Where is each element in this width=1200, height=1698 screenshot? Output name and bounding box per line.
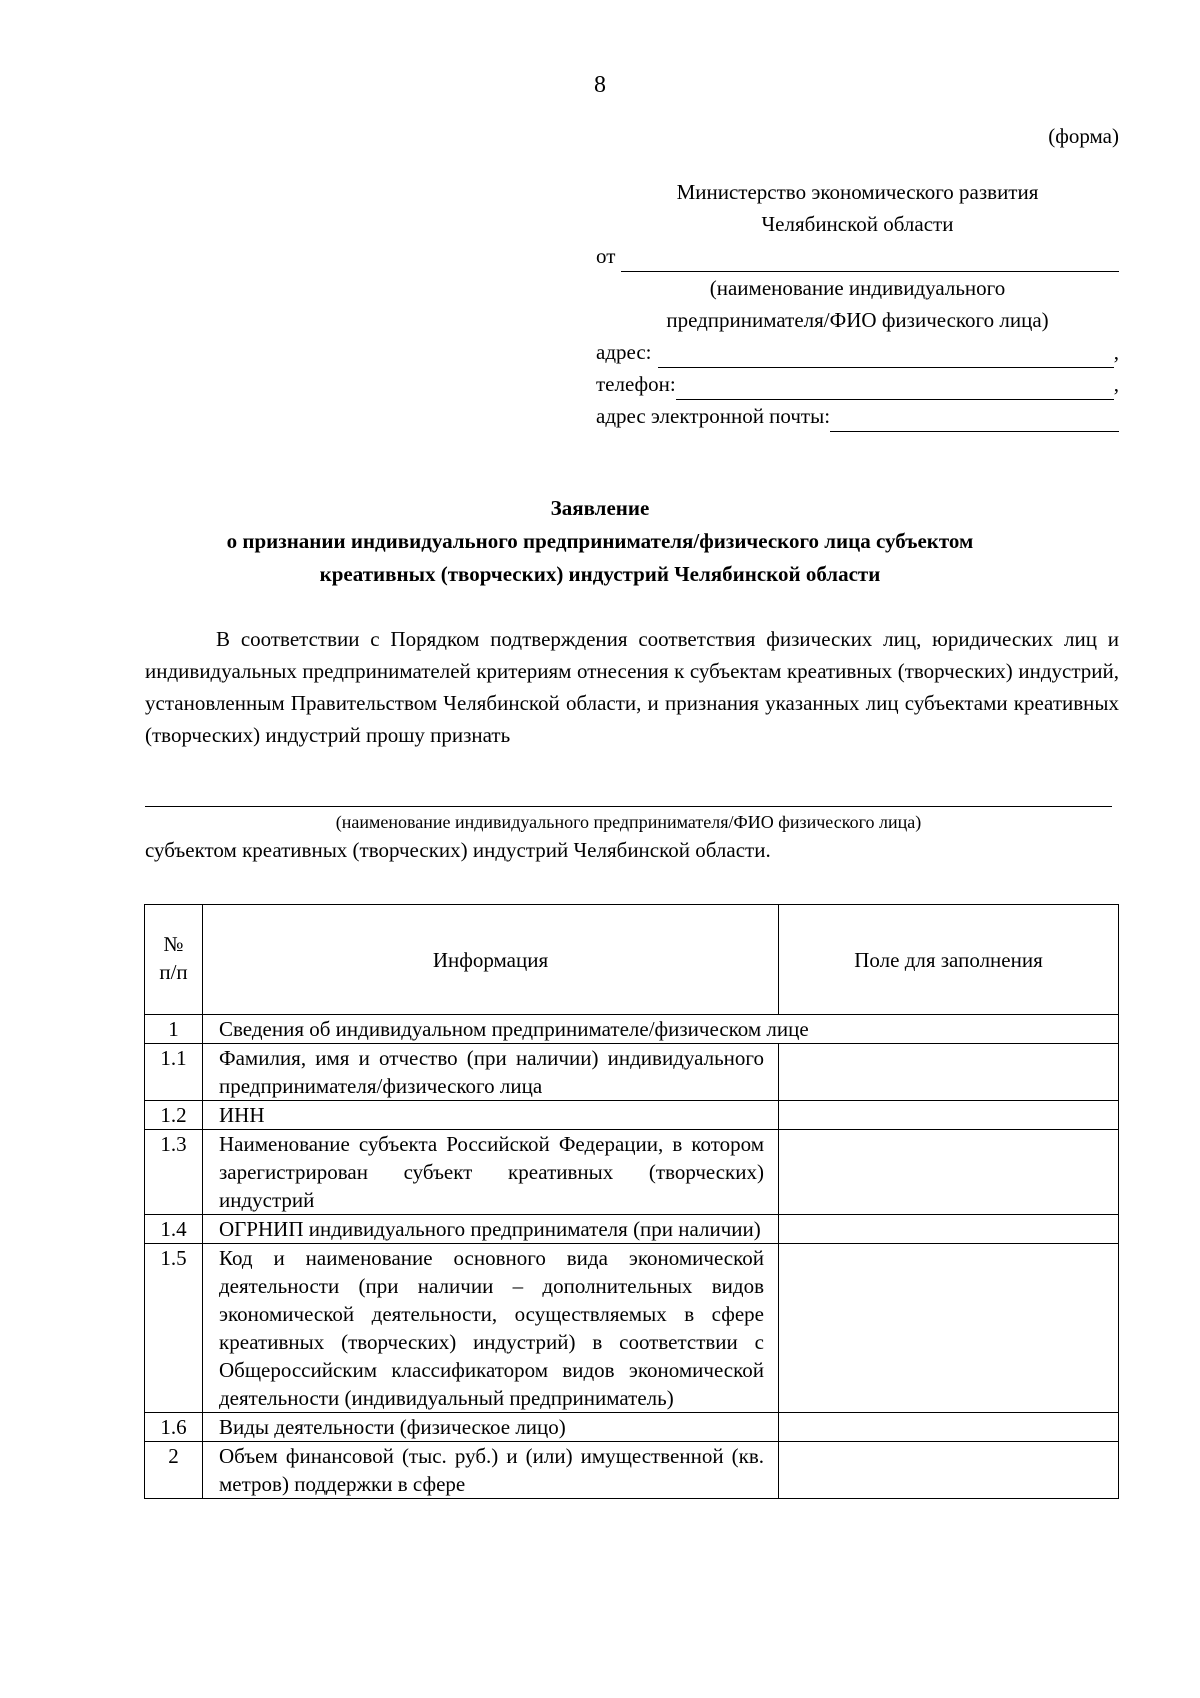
table-row — [145, 1044, 1119, 1101]
address-fill-line[interactable] — [658, 342, 1114, 368]
from-fill-line[interactable] — [621, 246, 1119, 272]
row-fill-cell[interactable] — [779, 1442, 1119, 1499]
subject-line: субъектом креативных (творческих) индустрий Челябинской области. — [145, 838, 771, 862]
header-num-symbol: № — [163, 932, 184, 956]
email-row — [596, 400, 1119, 432]
row-fill-cell[interactable] — [779, 1101, 1119, 1130]
document-title — [0, 492, 1200, 591]
row-info-text: Код и наименование основного вида экономической деятельности (при наличии – дополнительных видов экономической деятельности, осуществляемых в сфере креативных (творческих) индустрий) в соответствии с Общероссийским классификатором видов экономической деятельности (индивидуальный предприниматель) — [219, 1246, 764, 1410]
body-paragraph: В соответствии с Порядком подтверждения соответствия физических лиц, юридических лиц и индивидуальных предпринимателей критериям отнесения к субъектам креативных (творческих) индустрий, установленным Правительством Челябинской области, и признания указанных лиц субъектами креативных (творческих) индустрий прошу признать — [145, 627, 1119, 747]
addressee-block — [596, 176, 1119, 432]
row-info-text: ОГРНИП индивидуального предпринимателя (при наличии) — [219, 1217, 761, 1241]
table-header-row — [145, 905, 1119, 1015]
ministry-line-2: Челябинской области — [761, 212, 954, 236]
row-info — [203, 1244, 779, 1413]
address-comma: , — [1113, 340, 1119, 364]
title-line-2: о признании индивидуального предпринимателя/физического лица субъектом — [226, 529, 974, 553]
row-fill-cell[interactable] — [779, 1413, 1119, 1442]
row-fill-cell[interactable] — [779, 1244, 1119, 1413]
email-label: адрес электронной почты: — [596, 404, 831, 428]
row-info-text: Фамилия, имя и отчество (при наличии) индивидуального предпринимателя/физического лица — [219, 1046, 764, 1098]
table-row — [145, 1244, 1119, 1413]
address-row — [596, 336, 1119, 368]
table-row — [145, 1130, 1119, 1215]
table-row — [145, 1442, 1119, 1499]
row-info — [203, 1101, 779, 1130]
row-num: 1.4 — [145, 1215, 203, 1244]
phone-fill-line[interactable] — [676, 374, 1114, 400]
name-hint-line-1: (наименование индивидуального — [709, 276, 1006, 300]
row-info-text: Объем финансовой (тыс. руб.) и (или) имущественной (кв. метров) поддержки в сфере — [219, 1444, 764, 1496]
row-fill-cell[interactable] — [779, 1130, 1119, 1215]
from-row — [596, 240, 1119, 272]
title-line-1: Заявление — [550, 496, 650, 520]
row-num: 1.2 — [145, 1101, 203, 1130]
applicant-name-fill-line[interactable] — [145, 805, 1112, 807]
row-num: 1.5 — [145, 1244, 203, 1413]
row-info-text: Наименование субъекта Российской Федерации, в котором зарегистрирован субъект креативных (творческих) индустрий — [219, 1132, 764, 1212]
row-info-text: ИНН — [219, 1103, 265, 1127]
row-num: 2 — [145, 1442, 203, 1499]
table-row — [145, 1413, 1119, 1442]
phone-label: телефон: — [596, 372, 676, 396]
page-number: 8 — [594, 72, 606, 98]
section-row — [145, 1015, 1119, 1044]
table-row — [145, 1215, 1119, 1244]
address-label: адрес: — [596, 340, 652, 364]
header-num — [145, 905, 203, 1015]
header-info: Информация — [203, 905, 779, 1015]
row-info — [203, 1442, 779, 1499]
name-hint-line-2: предпринимателя/ФИО физического лица) — [666, 308, 1049, 332]
section-num: 1 — [145, 1015, 203, 1044]
row-num: 1.3 — [145, 1130, 203, 1215]
header-num-abbr: п/п — [159, 960, 188, 984]
phone-row — [596, 368, 1119, 400]
row-num: 1.1 — [145, 1044, 203, 1101]
applicant-name-caption: (наименование индивидуального предпринимателя/ФИО физического лица) — [335, 812, 922, 832]
row-num: 1.6 — [145, 1413, 203, 1442]
row-info-text: Виды деятельности (физическое лицо) — [219, 1415, 566, 1439]
email-fill-line[interactable] — [830, 406, 1119, 432]
info-table — [144, 904, 1119, 1499]
ministry-line-1: Министерство экономического развития — [676, 180, 1039, 204]
phone-comma: , — [1113, 372, 1119, 396]
from-label: от — [596, 244, 616, 268]
row-info — [203, 1044, 779, 1101]
row-info — [203, 1413, 779, 1442]
section-title: Сведения об индивидуальном предпринимателе/физическом лице — [203, 1015, 1119, 1044]
title-line-3: креативных (творческих) индустрий Челябинской области — [319, 562, 881, 586]
row-fill-cell[interactable] — [779, 1044, 1119, 1101]
header-field: Поле для заполнения — [779, 905, 1119, 1015]
form-label: (форма) — [1048, 124, 1119, 148]
row-info — [203, 1215, 779, 1244]
row-fill-cell[interactable] — [779, 1215, 1119, 1244]
table-row — [145, 1101, 1119, 1130]
row-info — [203, 1130, 779, 1215]
